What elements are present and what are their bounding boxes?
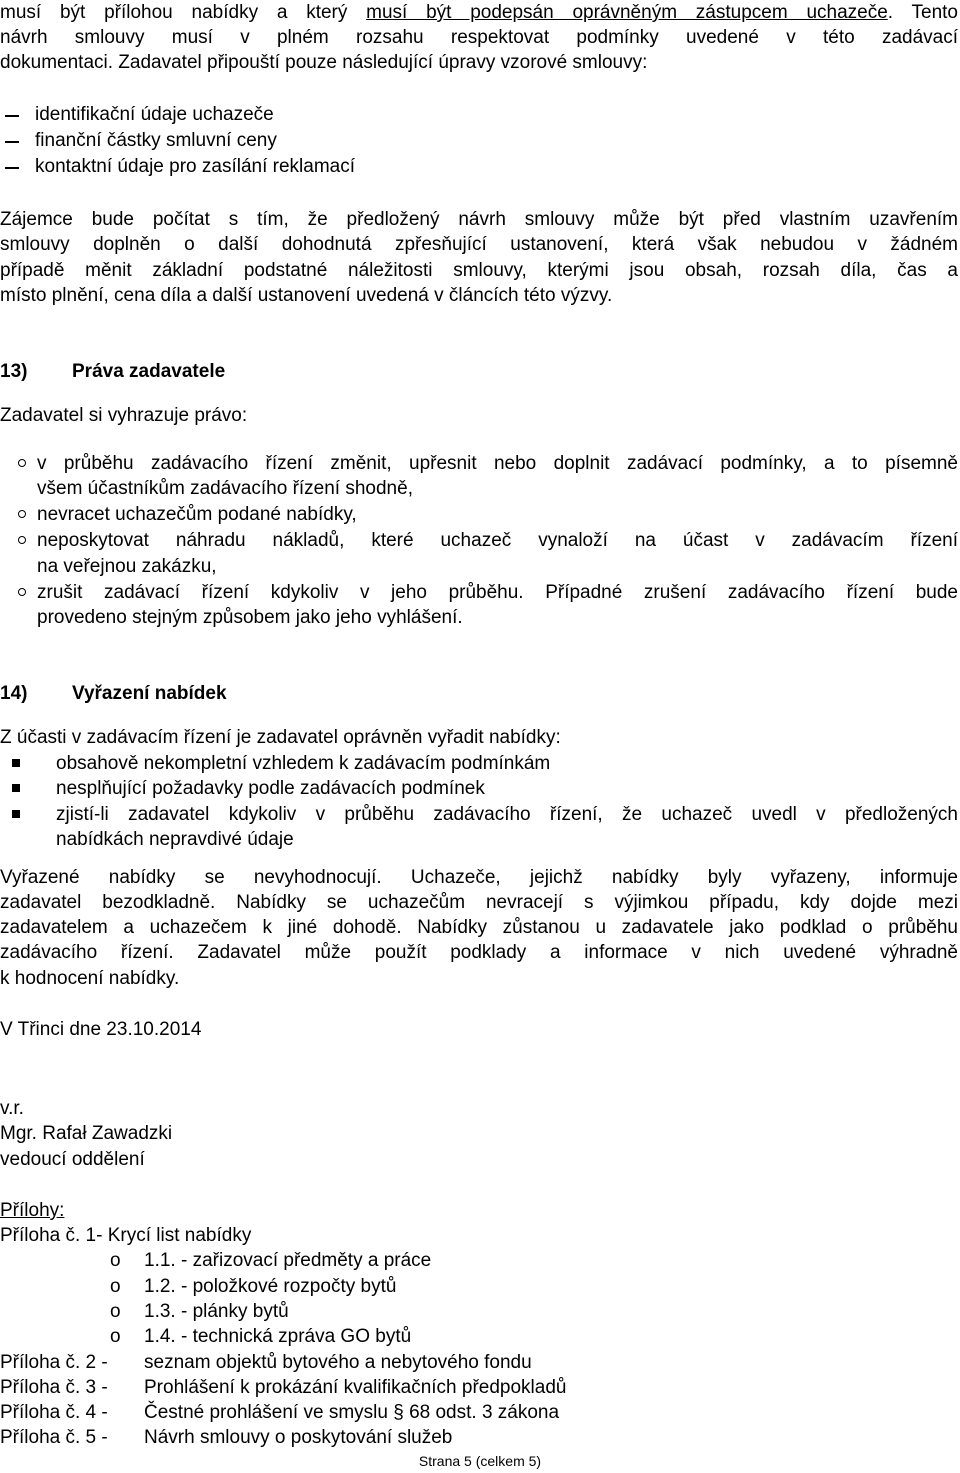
paragraph-line: místo plnění, cena díla a další ustanovení uvedená v článcích této výzvy. [0,285,613,306]
attachment-5-text: Návrh smlouvy o poskytování služeb [144,1427,453,1448]
section-14-number: 14) [0,683,28,704]
paragraph-line: zadávacího řízení. Zadavatel může použít podklady a informace v nich uvedené výhradně [0,942,958,963]
list-item: všem účastníkům zadávacího řízení shodně, [37,478,413,499]
circle-bullet-icon [18,528,27,554]
list-item: na veřejnou zakázku, [37,556,217,577]
list-item: zjistí-li zadavatel kdykoliv v průběhu zadávacího řízení, že uchazeč uvedl v předložených [56,804,958,825]
dash-bullet-icon [5,102,19,128]
attachment-sub-item: 1.2. - položkové rozpočty bytů [144,1276,397,1297]
dash-item: kontaktní údaje pro zasílání reklamací [35,156,356,177]
intro-text: musí být přílohou nabídky a který [0,2,367,23]
paragraph-line: případě měnit základní podstatné náležitosti smlouvy, kterými jsou obsah, rozsah díla, čas a [0,260,958,281]
place-date: V Třinci dne 23.10.2014 [0,1019,202,1040]
section-13-number: 13) [0,361,28,382]
section-14-lead: Z účasti v zadávacím řízení je zadavatel oprávněn vyřadit nabídky: [0,727,561,748]
paragraph-line: zadavatel bezodkladně. Nabídky se uchazečům nevracejí s výjimkou případu, kdy dojde mezi [0,892,958,913]
attachment-4-text: Čestné prohlášení ve smyslu § 68 odst. 3 zákona [144,1402,560,1423]
list-item: neposkytovat náhradu nákladů, které uchazeč vynaloží na účast v zadávacím řízení [37,530,958,551]
underlined-text: musí být podepsán oprávněným zástupcem uchazeče [366,2,888,23]
intro-text: . Tento [887,2,958,23]
attachment-4-label: Příloha č. 4 - [0,1402,108,1423]
square-bullet-icon [12,802,22,828]
list-item: obsahově nekompletní vzhledem k zadávacím podmínkám [56,753,551,774]
list-item: v průběhu zadávacího řízení změnit, upřesnit nebo doplnit zadávací podmínky, a to písemně [37,453,958,474]
signature-vr: v.r. [0,1098,24,1119]
circle-bullet-icon [18,502,27,528]
attachment-2-text: seznam objektů bytového a nebytového fondu [144,1352,532,1373]
dash-item: identifikační údaje uchazeče [35,104,274,125]
page-footer: Strana 5 (celkem 5) [418,1453,542,1469]
sub-bullet-icon: o [110,1276,121,1297]
attachment-sub-item: 1.1. - zařizovací předměty a práce [144,1250,432,1271]
attachment-3-label: Příloha č. 3 - [0,1377,108,1398]
section-14-title: Vyřazení nabídek [72,683,227,704]
paragraph-line: k hodnocení nabídky. [0,968,180,989]
list-item: nevracet uchazečům podané nabídky, [37,504,357,525]
intro-line-3: dokumentaci. Zadavatel připouští pouze následující úpravy vzorové smlouvy: [0,52,648,73]
sub-bullet-icon: o [110,1301,121,1322]
paragraph-line: zadavatelem a uchazečem k jiné dohodě. Nabídky zůstanou u zadavatele jako podklad o průběhu [0,917,958,938]
paragraph-line: Zájemce bude počítat s tím, že předložený návrh smlouvy může být před vlastním uzavřením [0,209,958,230]
paragraph-line: smlouvy doplněn o další dohodnutá zpřesňující ustanovení, která však nebudou v žádném [0,234,958,255]
list-item: provedeno stejným způsobem jako jeho vyhlášení. [37,607,463,628]
section-13-title: Práva zadavatele [72,361,226,382]
list-item: nabídkách nepravdivé údaje [56,829,294,850]
circle-bullet-icon [18,580,27,606]
attachment-sub-item: 1.3. - plánky bytů [144,1301,289,1322]
attachment-1: Příloha č. 1- Krycí list nabídky [0,1225,252,1246]
attachment-sub-item: 1.4. - technická zpráva GO bytů [144,1326,412,1347]
signatory-role: vedoucí oddělení [0,1149,145,1170]
list-item: nesplňující požadavky podle zadávacích podmínek [56,778,485,799]
square-bullet-icon [12,776,22,802]
square-bullet-icon [12,751,22,777]
attachment-5-label: Příloha č. 5 - [0,1427,108,1448]
list-item: zrušit zadávací řízení kdykoliv v jeho průběhu. Případné zrušení zadávacího řízení bude [37,582,958,603]
attachment-2-label: Příloha č. 2 - [0,1352,108,1373]
paragraph-line: Vyřazené nabídky se nevyhodnocují. Uchazeče, jejichž nabídky byly vyřazeny, informuje [0,867,958,888]
sub-bullet-icon: o [110,1326,121,1347]
intro-line-2: návrh smlouvy musí v plném rozsahu respektovat podmínky uvedené v této zadávací [0,27,958,48]
intro-line-1 [0,0,958,26]
dash-bullet-icon [5,154,19,180]
attachment-3-text: Prohlášení k prokázání kvalifikačních předpokladů [144,1377,567,1398]
section-13-lead: Zadavatel si vyhrazuje právo: [0,405,248,426]
dash-item: finanční částky smluvní ceny [35,130,277,151]
dash-bullet-icon [5,128,19,154]
attachments-heading: Přílohy: [0,1200,65,1221]
signatory-name: Mgr. Rafał Zawadzki [0,1123,173,1144]
sub-bullet-icon: o [110,1250,121,1271]
circle-bullet-icon [18,451,27,477]
